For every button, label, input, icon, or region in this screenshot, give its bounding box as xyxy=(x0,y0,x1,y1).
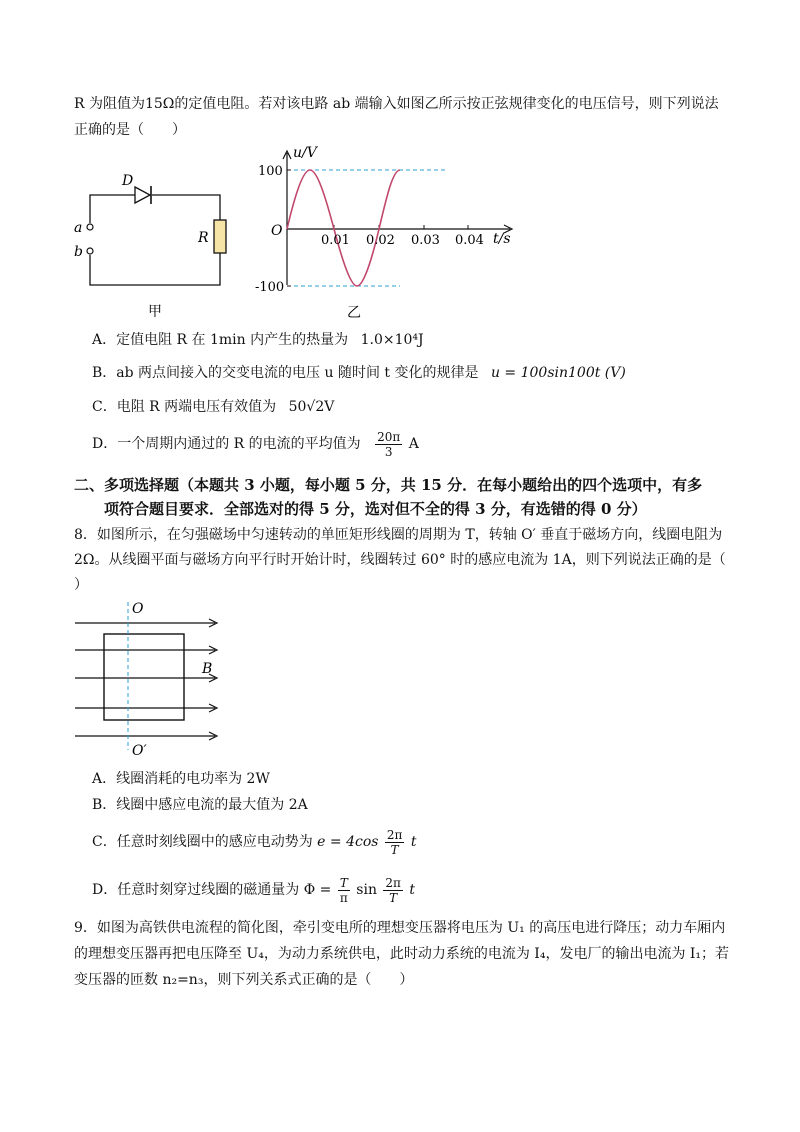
q8-d-fraction2: $\frac{2\pi}{T}$ xyxy=(385,875,401,905)
label-D: D xyxy=(122,173,134,189)
label-O-top: O xyxy=(132,601,144,617)
caption-jia: 甲 xyxy=(148,304,162,320)
section2-title-line1: 二、多项选择题（本题共 3 小题，每小题 5 分，共 15 分．在每小题给出的四个选项中，有多 xyxy=(74,476,703,494)
sine-curve xyxy=(287,170,400,286)
q8-option-a[interactable]: A．线圈消耗的电功率为 2W xyxy=(92,771,270,787)
label-R: R xyxy=(198,230,209,246)
x-axis-label: t/s xyxy=(493,231,511,247)
q8-stem-line1: 8．如图所示，在匀强磁场中匀速转动的单匝矩形线圈的周期为 T，转轴 O′ 垂直于磁场方向，线圈电阻为 xyxy=(74,527,723,543)
circuit-diagram xyxy=(70,165,240,335)
terminal-a xyxy=(87,224,93,230)
coil-diagram xyxy=(70,598,230,758)
q8-d-fraction1: $\frac{T}{\pi}$ xyxy=(339,875,348,905)
q9-stem-line3: 变压器的匝数 n₂=n₃，则下列关系式正确的是（ ） xyxy=(74,972,414,988)
y-tick-neg100: -100 xyxy=(255,280,285,295)
y-axis-label: u/V xyxy=(293,145,317,161)
q7-option-d[interactable]: D．一个周期内通过的 R 的电流的平均值为 $\frac{20\pi}{3}$ A xyxy=(92,429,419,459)
voltage-graph xyxy=(255,145,511,325)
origin-label: O xyxy=(271,223,283,239)
q8-c-fraction: $\frac{2\pi}{T}$ xyxy=(386,827,403,857)
label-a: a xyxy=(74,220,83,236)
coil-rectangle xyxy=(104,634,184,720)
y-tick-100: 100 xyxy=(258,164,283,179)
label-b: b xyxy=(74,244,83,260)
q8-option-b[interactable]: B．线圈中感应电流的最大值为 2A xyxy=(92,797,308,813)
q8-stem-line2: 2Ω。从线圈平面与磁场方向平行时开始计时，线圈转过 60° 时的感应电流为 1A，则下列说法正确的是（ xyxy=(74,552,726,568)
q7-option-c[interactable]: C．电阻 R 两端电压有效值为 50√2V xyxy=(92,399,335,415)
x-tick-0.03: 0.03 xyxy=(411,233,440,248)
q9-stem-line1: 9．如图为高铁供电流程的简化图，牵引变电所的理想变压器将电压为 U₁ 的高压电进行降压；动力车厢内 xyxy=(74,920,726,936)
caption-yi: 乙 xyxy=(347,305,361,321)
section2-title-line2: 项符合题目要求．全部选对的得 5 分，选对但不全的得 3 分，有选错的得 0 分） xyxy=(104,500,647,518)
q7-option-b[interactable]: B．ab 两点间接入的交变电流的电压 u 随时间 t 变化的规律是 u = 100sin100t (V) xyxy=(92,365,626,381)
terminal-b xyxy=(87,248,93,254)
label-O-bottom: O′ xyxy=(132,743,147,759)
label-B: B xyxy=(202,661,213,677)
q7-stem-line2: 正确的是（ ） xyxy=(74,122,186,138)
q7-stem-line1: R 为阻值为15Ω的定值电阻。若对该电路 ab 端输入如图乙所示按正弦规律变化的电压信号，则下列说法 xyxy=(74,96,719,112)
q8-option-c[interactable]: C．任意时刻线圈中的感应电动势为 e = 4cos $\frac{2\pi}{T}$ t xyxy=(92,827,417,857)
x-tick-0.01: 0.01 xyxy=(321,233,350,248)
x-tick-0.04: 0.04 xyxy=(455,233,484,248)
x-tick-0.02: 0.02 xyxy=(366,233,395,248)
q8-option-d[interactable]: D．任意时刻穿过线圈的磁通量为 Φ = $\frac{T}{\pi}$ sin $\frac{2\pi}{T}$ t xyxy=(92,875,416,905)
resistor-symbol xyxy=(214,220,226,253)
q7-option-a[interactable]: A．定值电阻 R 在 1min 内产生的热量为 1.0×10⁴J xyxy=(92,332,424,348)
diode-symbol xyxy=(135,186,151,204)
q8-stem-line3: ） xyxy=(74,577,88,593)
q7-d-fraction: $\frac{20\pi}{3}$ xyxy=(377,429,401,459)
q9-stem-line2: 的理想变压器再把电压降至 U₄，为动力系统供电，此时动力系统的电流为 I₄，发电厂的输出电流为 I₁；若 xyxy=(74,946,730,962)
